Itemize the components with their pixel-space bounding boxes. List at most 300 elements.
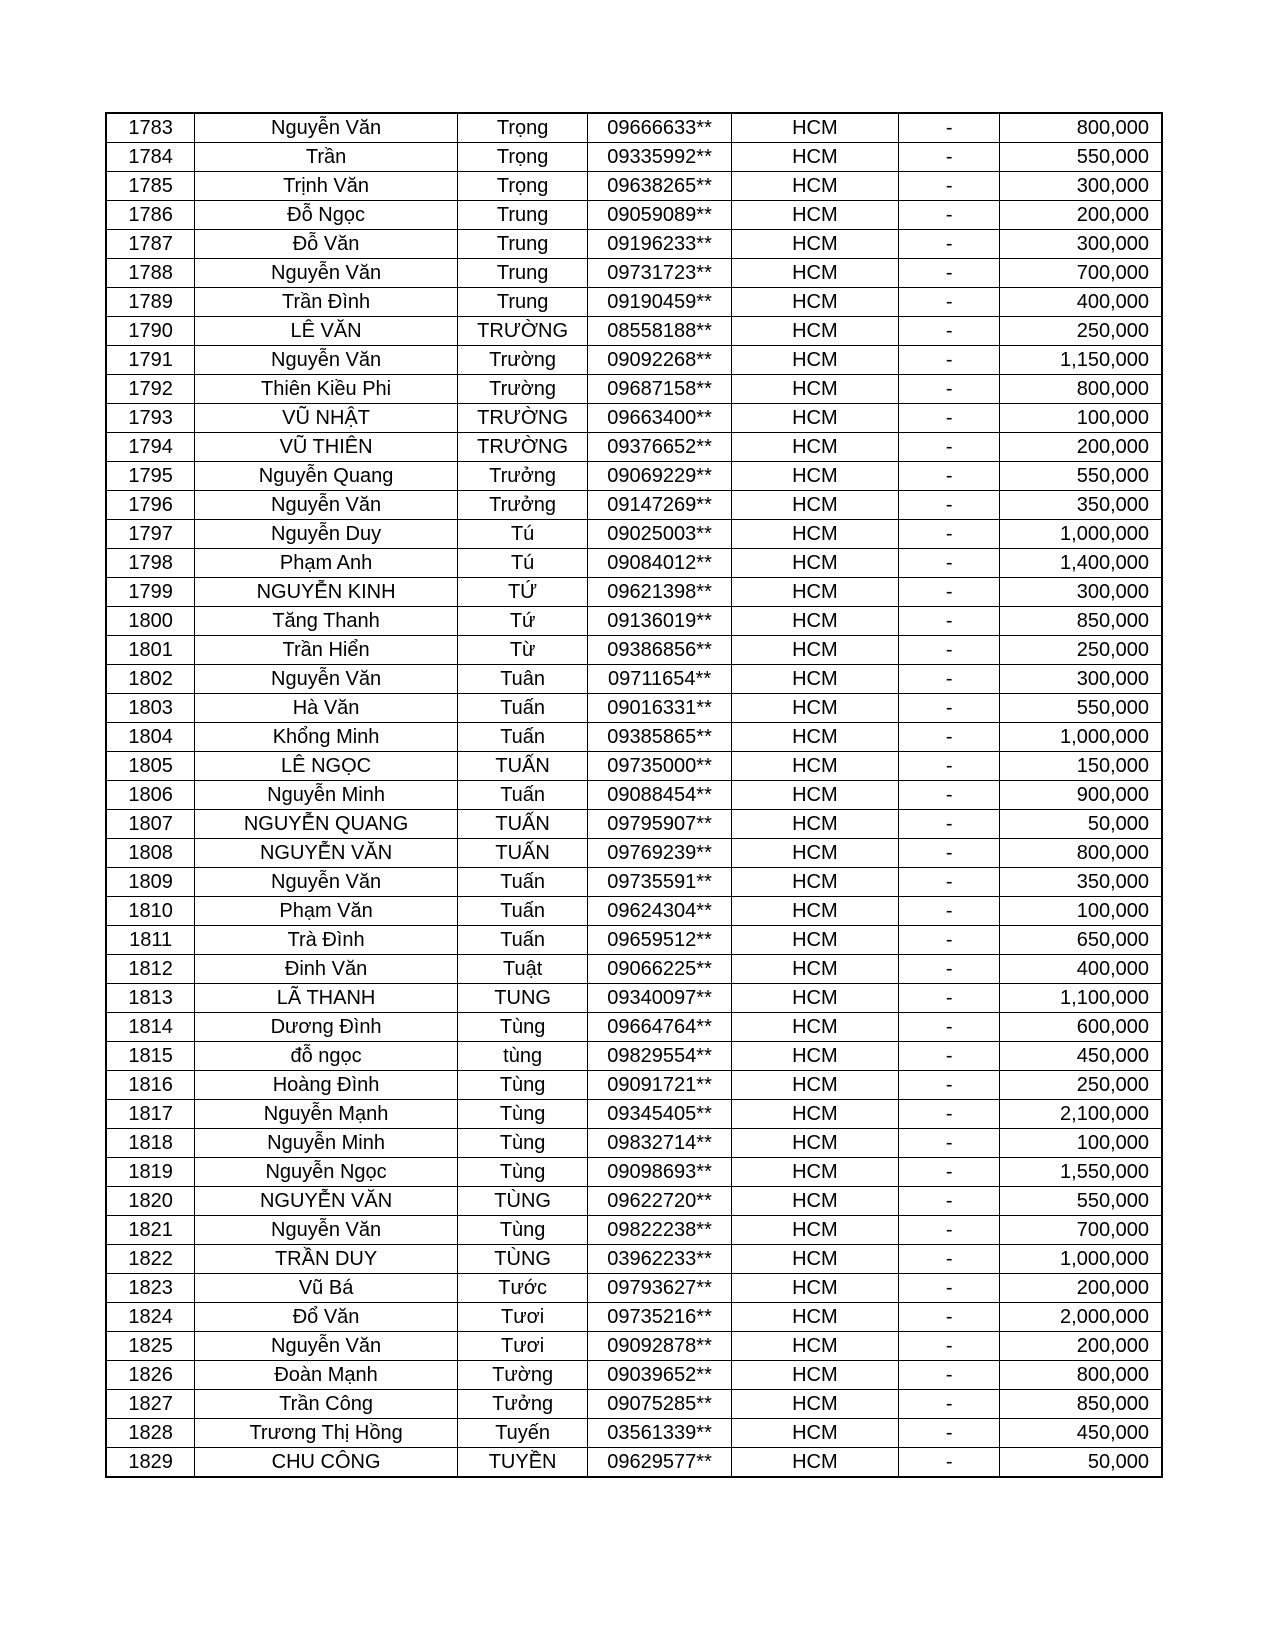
dash-cell: - — [898, 172, 999, 201]
city-cell: HCM — [731, 346, 898, 375]
given-name-cell: Trung — [457, 259, 588, 288]
row-number-cell: 1823 — [106, 1274, 195, 1303]
dash-cell: - — [898, 607, 999, 636]
phone-cell: 09088454** — [588, 781, 731, 810]
amount-cell: 300,000 — [1000, 172, 1162, 201]
amount-cell: 550,000 — [1000, 1187, 1162, 1216]
dash-cell: - — [898, 694, 999, 723]
given-name-cell: Tuật — [457, 955, 588, 984]
given-name-cell: Tuấn — [457, 926, 588, 955]
city-cell: HCM — [731, 259, 898, 288]
table-row — [106, 752, 1162, 781]
city-cell: HCM — [731, 1216, 898, 1245]
amount-cell: 250,000 — [1000, 636, 1162, 665]
given-name-cell: Tường — [457, 1361, 588, 1390]
surname-cell: Nguyễn Minh — [195, 1129, 457, 1158]
given-name-cell: Tuấn — [457, 897, 588, 926]
dash-cell: - — [898, 288, 999, 317]
phone-cell: 09735216** — [588, 1303, 731, 1332]
dash-cell: - — [898, 433, 999, 462]
surname-cell: TRẦN DUY — [195, 1245, 457, 1274]
row-number-cell: 1790 — [106, 317, 195, 346]
surname-cell: Tăng Thanh — [195, 607, 457, 636]
amount-cell: 150,000 — [1000, 752, 1162, 781]
amount-cell: 2,000,000 — [1000, 1303, 1162, 1332]
row-number-cell: 1813 — [106, 984, 195, 1013]
dash-cell: - — [898, 462, 999, 491]
dash-cell: - — [898, 1129, 999, 1158]
surname-cell: Nguyễn Ngọc — [195, 1158, 457, 1187]
dash-cell: - — [898, 1361, 999, 1390]
given-name-cell: Trường — [457, 375, 588, 404]
surname-cell: LÊ VĂN — [195, 317, 457, 346]
dash-cell: - — [898, 578, 999, 607]
table-row — [106, 955, 1162, 984]
surname-cell: Trần — [195, 143, 457, 172]
city-cell: HCM — [731, 1100, 898, 1129]
given-name-cell: Tùng — [457, 1100, 588, 1129]
city-cell: HCM — [731, 1419, 898, 1448]
table-row — [106, 897, 1162, 926]
row-number-cell: 1806 — [106, 781, 195, 810]
city-cell: HCM — [731, 1071, 898, 1100]
city-cell: HCM — [731, 1042, 898, 1071]
phone-cell: 09624304** — [588, 897, 731, 926]
given-name-cell: TỨ — [457, 578, 588, 607]
amount-cell: 700,000 — [1000, 259, 1162, 288]
row-number-cell: 1794 — [106, 433, 195, 462]
table-row — [106, 375, 1162, 404]
city-cell: HCM — [731, 172, 898, 201]
dash-cell: - — [898, 346, 999, 375]
city-cell: HCM — [731, 1332, 898, 1361]
city-cell: HCM — [731, 1187, 898, 1216]
phone-cell: 09190459** — [588, 288, 731, 317]
surname-cell: Nguyễn Văn — [195, 113, 457, 143]
table-row — [106, 1303, 1162, 1332]
table-row — [106, 230, 1162, 259]
given-name-cell: TUẤN — [457, 810, 588, 839]
table-body — [106, 113, 1162, 1477]
table-row — [106, 1390, 1162, 1419]
phone-cell: 09622720** — [588, 1187, 731, 1216]
city-cell: HCM — [731, 375, 898, 404]
row-number-cell: 1785 — [106, 172, 195, 201]
table-row — [106, 1129, 1162, 1158]
phone-cell: 09793627** — [588, 1274, 731, 1303]
table-row — [106, 317, 1162, 346]
row-number-cell: 1829 — [106, 1448, 195, 1478]
amount-cell: 1,150,000 — [1000, 346, 1162, 375]
surname-cell: Trịnh Văn — [195, 172, 457, 201]
city-cell: HCM — [731, 897, 898, 926]
table-row — [106, 1361, 1162, 1390]
city-cell: HCM — [731, 462, 898, 491]
row-number-cell: 1826 — [106, 1361, 195, 1390]
surname-cell: Trà Đình — [195, 926, 457, 955]
phone-cell: 09091721** — [588, 1071, 731, 1100]
row-number-cell: 1789 — [106, 288, 195, 317]
amount-cell: 1,000,000 — [1000, 1245, 1162, 1274]
given-name-cell: TUYỀN — [457, 1448, 588, 1478]
amount-cell: 200,000 — [1000, 433, 1162, 462]
table-row — [106, 1187, 1162, 1216]
surname-cell: Nguyễn Văn — [195, 1216, 457, 1245]
phone-cell: 09711654** — [588, 665, 731, 694]
city-cell: HCM — [731, 404, 898, 433]
dash-cell: - — [898, 1448, 999, 1478]
row-number-cell: 1805 — [106, 752, 195, 781]
city-cell: HCM — [731, 491, 898, 520]
city-cell: HCM — [731, 1129, 898, 1158]
amount-cell: 300,000 — [1000, 230, 1162, 259]
phone-cell: 09084012** — [588, 549, 731, 578]
phone-cell: 09385865** — [588, 723, 731, 752]
table-row — [106, 1158, 1162, 1187]
phone-cell: 09663400** — [588, 404, 731, 433]
surname-cell: Đỗ Văn — [195, 230, 457, 259]
row-number-cell: 1787 — [106, 230, 195, 259]
table-row — [106, 1042, 1162, 1071]
given-name-cell: Tuân — [457, 665, 588, 694]
city-cell: HCM — [731, 607, 898, 636]
dash-cell: - — [898, 984, 999, 1013]
table-row — [106, 810, 1162, 839]
amount-cell: 900,000 — [1000, 781, 1162, 810]
dash-cell: - — [898, 491, 999, 520]
given-name-cell: Tuấn — [457, 694, 588, 723]
table-row — [106, 1100, 1162, 1129]
row-number-cell: 1792 — [106, 375, 195, 404]
phone-cell: 09075285** — [588, 1390, 731, 1419]
surname-cell: LÃ THANH — [195, 984, 457, 1013]
amount-cell: 300,000 — [1000, 578, 1162, 607]
surname-cell: Trần Đình — [195, 288, 457, 317]
row-number-cell: 1818 — [106, 1129, 195, 1158]
row-number-cell: 1795 — [106, 462, 195, 491]
city-cell: HCM — [731, 810, 898, 839]
given-name-cell: Trưởng — [457, 462, 588, 491]
dash-cell: - — [898, 259, 999, 288]
amount-cell: 50,000 — [1000, 810, 1162, 839]
city-cell: HCM — [731, 113, 898, 143]
dash-cell: - — [898, 1303, 999, 1332]
amount-cell: 50,000 — [1000, 1448, 1162, 1478]
surname-cell: NGUYỄN KINH — [195, 578, 457, 607]
dash-cell: - — [898, 1071, 999, 1100]
surname-cell: NGUYỄN QUANG — [195, 810, 457, 839]
phone-cell: 08558188** — [588, 317, 731, 346]
phone-cell: 09832714** — [588, 1129, 731, 1158]
city-cell: HCM — [731, 578, 898, 607]
row-number-cell: 1786 — [106, 201, 195, 230]
table-row — [106, 1245, 1162, 1274]
table-row — [106, 520, 1162, 549]
dash-cell: - — [898, 1013, 999, 1042]
phone-cell: 09376652** — [588, 433, 731, 462]
dash-cell: - — [898, 1332, 999, 1361]
given-name-cell: TRƯỜNG — [457, 433, 588, 462]
city-cell: HCM — [731, 201, 898, 230]
city-cell: HCM — [731, 433, 898, 462]
table-row — [106, 1332, 1162, 1361]
phone-cell: 09092268** — [588, 346, 731, 375]
phone-cell: 03962233** — [588, 1245, 731, 1274]
row-number-cell: 1819 — [106, 1158, 195, 1187]
surname-cell: Nguyễn Quang — [195, 462, 457, 491]
dash-cell: - — [898, 1158, 999, 1187]
city-cell: HCM — [731, 230, 898, 259]
amount-cell: 1,000,000 — [1000, 520, 1162, 549]
amount-cell: 800,000 — [1000, 839, 1162, 868]
given-name-cell: Tùng — [457, 1013, 588, 1042]
dash-cell: - — [898, 317, 999, 346]
table-row — [106, 636, 1162, 665]
given-name-cell: Tuấn — [457, 868, 588, 897]
given-name-cell: Tuấn — [457, 723, 588, 752]
table-row — [106, 491, 1162, 520]
table-row — [106, 926, 1162, 955]
dash-cell: - — [898, 1216, 999, 1245]
surname-cell: Hoàng Đình — [195, 1071, 457, 1100]
given-name-cell: TRƯỜNG — [457, 404, 588, 433]
surname-cell: Đổ Văn — [195, 1303, 457, 1332]
surname-cell: Đỗ Ngọc — [195, 201, 457, 230]
dash-cell: - — [898, 230, 999, 259]
table-row — [106, 723, 1162, 752]
table-row — [106, 201, 1162, 230]
city-cell: HCM — [731, 926, 898, 955]
amount-cell: 1,400,000 — [1000, 549, 1162, 578]
amount-cell: 550,000 — [1000, 462, 1162, 491]
row-number-cell: 1796 — [106, 491, 195, 520]
row-number-cell: 1800 — [106, 607, 195, 636]
city-cell: HCM — [731, 1303, 898, 1332]
given-name-cell: TÙNG — [457, 1187, 588, 1216]
given-name-cell: TUẤN — [457, 839, 588, 868]
table-row — [106, 1419, 1162, 1448]
phone-cell: 09136019** — [588, 607, 731, 636]
dash-cell: - — [898, 143, 999, 172]
given-name-cell: Tú — [457, 520, 588, 549]
surname-cell: Nguyễn Duy — [195, 520, 457, 549]
surname-cell: Nguyễn Văn — [195, 346, 457, 375]
amount-cell: 850,000 — [1000, 607, 1162, 636]
phone-cell: 09340097** — [588, 984, 731, 1013]
amount-cell: 100,000 — [1000, 897, 1162, 926]
given-name-cell: TUẤN — [457, 752, 588, 781]
amount-cell: 850,000 — [1000, 1390, 1162, 1419]
given-name-cell: Tùng — [457, 1071, 588, 1100]
given-name-cell: Từ — [457, 636, 588, 665]
amount-cell: 450,000 — [1000, 1042, 1162, 1071]
amount-cell: 600,000 — [1000, 1013, 1162, 1042]
dash-cell: - — [898, 549, 999, 578]
surname-cell: đỗ ngọc — [195, 1042, 457, 1071]
table-row — [106, 868, 1162, 897]
row-number-cell: 1791 — [106, 346, 195, 375]
phone-cell: 09016331** — [588, 694, 731, 723]
amount-cell: 450,000 — [1000, 1419, 1162, 1448]
city-cell: HCM — [731, 288, 898, 317]
surname-cell: Phạm Văn — [195, 897, 457, 926]
dash-cell: - — [898, 897, 999, 926]
dash-cell: - — [898, 1245, 999, 1274]
row-number-cell: 1816 — [106, 1071, 195, 1100]
table-row — [106, 113, 1162, 143]
row-number-cell: 1812 — [106, 955, 195, 984]
phone-cell: 09687158** — [588, 375, 731, 404]
city-cell: HCM — [731, 317, 898, 346]
table-row — [106, 259, 1162, 288]
row-number-cell: 1811 — [106, 926, 195, 955]
phone-cell: 09829554** — [588, 1042, 731, 1071]
given-name-cell: Tước — [457, 1274, 588, 1303]
surname-cell: Trương Thị Hồng — [195, 1419, 457, 1448]
amount-cell: 300,000 — [1000, 665, 1162, 694]
given-name-cell: Trọng — [457, 143, 588, 172]
donor-table — [105, 112, 1163, 1478]
table-row — [106, 984, 1162, 1013]
given-name-cell: Tuấn — [457, 781, 588, 810]
phone-cell: 09735591** — [588, 868, 731, 897]
dash-cell: - — [898, 810, 999, 839]
row-number-cell: 1824 — [106, 1303, 195, 1332]
city-cell: HCM — [731, 752, 898, 781]
surname-cell: Trần Công — [195, 1390, 457, 1419]
given-name-cell: Trưởng — [457, 491, 588, 520]
table-row — [106, 549, 1162, 578]
surname-cell: Vũ Bá — [195, 1274, 457, 1303]
amount-cell: 550,000 — [1000, 143, 1162, 172]
given-name-cell: Trọng — [457, 113, 588, 143]
row-number-cell: 1809 — [106, 868, 195, 897]
phone-cell: 09731723** — [588, 259, 731, 288]
table-row — [106, 578, 1162, 607]
surname-cell: Nguyễn Văn — [195, 491, 457, 520]
amount-cell: 200,000 — [1000, 1332, 1162, 1361]
table-row — [106, 665, 1162, 694]
city-cell: HCM — [731, 549, 898, 578]
phone-cell: 09196233** — [588, 230, 731, 259]
city-cell: HCM — [731, 1274, 898, 1303]
phone-cell: 09386856** — [588, 636, 731, 665]
amount-cell: 250,000 — [1000, 1071, 1162, 1100]
table-row — [106, 462, 1162, 491]
dash-cell: - — [898, 1187, 999, 1216]
surname-cell: VŨ NHẬT — [195, 404, 457, 433]
given-name-cell: Tưởng — [457, 1390, 588, 1419]
city-cell: HCM — [731, 1245, 898, 1274]
surname-cell: VŨ THIÊN — [195, 433, 457, 462]
phone-cell: 09621398** — [588, 578, 731, 607]
city-cell: HCM — [731, 1390, 898, 1419]
table-row — [106, 143, 1162, 172]
city-cell: HCM — [731, 143, 898, 172]
row-number-cell: 1827 — [106, 1390, 195, 1419]
given-name-cell: Tùng — [457, 1158, 588, 1187]
row-number-cell: 1801 — [106, 636, 195, 665]
dash-cell: - — [898, 1419, 999, 1448]
dash-cell: - — [898, 723, 999, 752]
city-cell: HCM — [731, 1361, 898, 1390]
amount-cell: 700,000 — [1000, 1216, 1162, 1245]
row-number-cell: 1788 — [106, 259, 195, 288]
amount-cell: 650,000 — [1000, 926, 1162, 955]
table-row — [106, 1448, 1162, 1478]
surname-cell: Khổng Minh — [195, 723, 457, 752]
given-name-cell: Tươi — [457, 1303, 588, 1332]
city-cell: HCM — [731, 636, 898, 665]
row-number-cell: 1797 — [106, 520, 195, 549]
row-number-cell: 1784 — [106, 143, 195, 172]
phone-cell: 09066225** — [588, 955, 731, 984]
dash-cell: - — [898, 781, 999, 810]
given-name-cell: tùng — [457, 1042, 588, 1071]
dash-cell: - — [898, 1042, 999, 1071]
row-number-cell: 1798 — [106, 549, 195, 578]
row-number-cell: 1821 — [106, 1216, 195, 1245]
phone-cell: 09769239** — [588, 839, 731, 868]
given-name-cell: Trung — [457, 230, 588, 259]
amount-cell: 1,100,000 — [1000, 984, 1162, 1013]
amount-cell: 400,000 — [1000, 288, 1162, 317]
city-cell: HCM — [731, 723, 898, 752]
phone-cell: 09822238** — [588, 1216, 731, 1245]
surname-cell: Nguyễn Minh — [195, 781, 457, 810]
phone-cell: 09098693** — [588, 1158, 731, 1187]
surname-cell: Nguyễn Văn — [195, 868, 457, 897]
dash-cell: - — [898, 1390, 999, 1419]
row-number-cell: 1815 — [106, 1042, 195, 1071]
amount-cell: 100,000 — [1000, 1129, 1162, 1158]
surname-cell: Thiên Kiều Phi — [195, 375, 457, 404]
phone-cell: 09025003** — [588, 520, 731, 549]
surname-cell: Trần Hiển — [195, 636, 457, 665]
city-cell: HCM — [731, 868, 898, 897]
dash-cell: - — [898, 868, 999, 897]
amount-cell: 1,550,000 — [1000, 1158, 1162, 1187]
row-number-cell: 1802 — [106, 665, 195, 694]
dash-cell: - — [898, 375, 999, 404]
city-cell: HCM — [731, 694, 898, 723]
surname-cell: Đinh Văn — [195, 955, 457, 984]
phone-cell: 09666633** — [588, 113, 731, 143]
surname-cell: Nguyễn Văn — [195, 259, 457, 288]
dash-cell: - — [898, 404, 999, 433]
amount-cell: 200,000 — [1000, 201, 1162, 230]
row-number-cell: 1828 — [106, 1419, 195, 1448]
row-number-cell: 1793 — [106, 404, 195, 433]
city-cell: HCM — [731, 955, 898, 984]
phone-cell: 09069229** — [588, 462, 731, 491]
table-row — [106, 1071, 1162, 1100]
table-row — [106, 404, 1162, 433]
table-row — [106, 839, 1162, 868]
row-number-cell: 1825 — [106, 1332, 195, 1361]
surname-cell: Nguyễn Mạnh — [195, 1100, 457, 1129]
dash-cell: - — [898, 1100, 999, 1129]
city-cell: HCM — [731, 839, 898, 868]
phone-cell: 09659512** — [588, 926, 731, 955]
given-name-cell: TÙNG — [457, 1245, 588, 1274]
city-cell: HCM — [731, 665, 898, 694]
given-name-cell: Tuyến — [457, 1419, 588, 1448]
surname-cell: Nguyễn Văn — [195, 1332, 457, 1361]
given-name-cell: Tùng — [457, 1216, 588, 1245]
dash-cell: - — [898, 839, 999, 868]
city-cell: HCM — [731, 1448, 898, 1478]
